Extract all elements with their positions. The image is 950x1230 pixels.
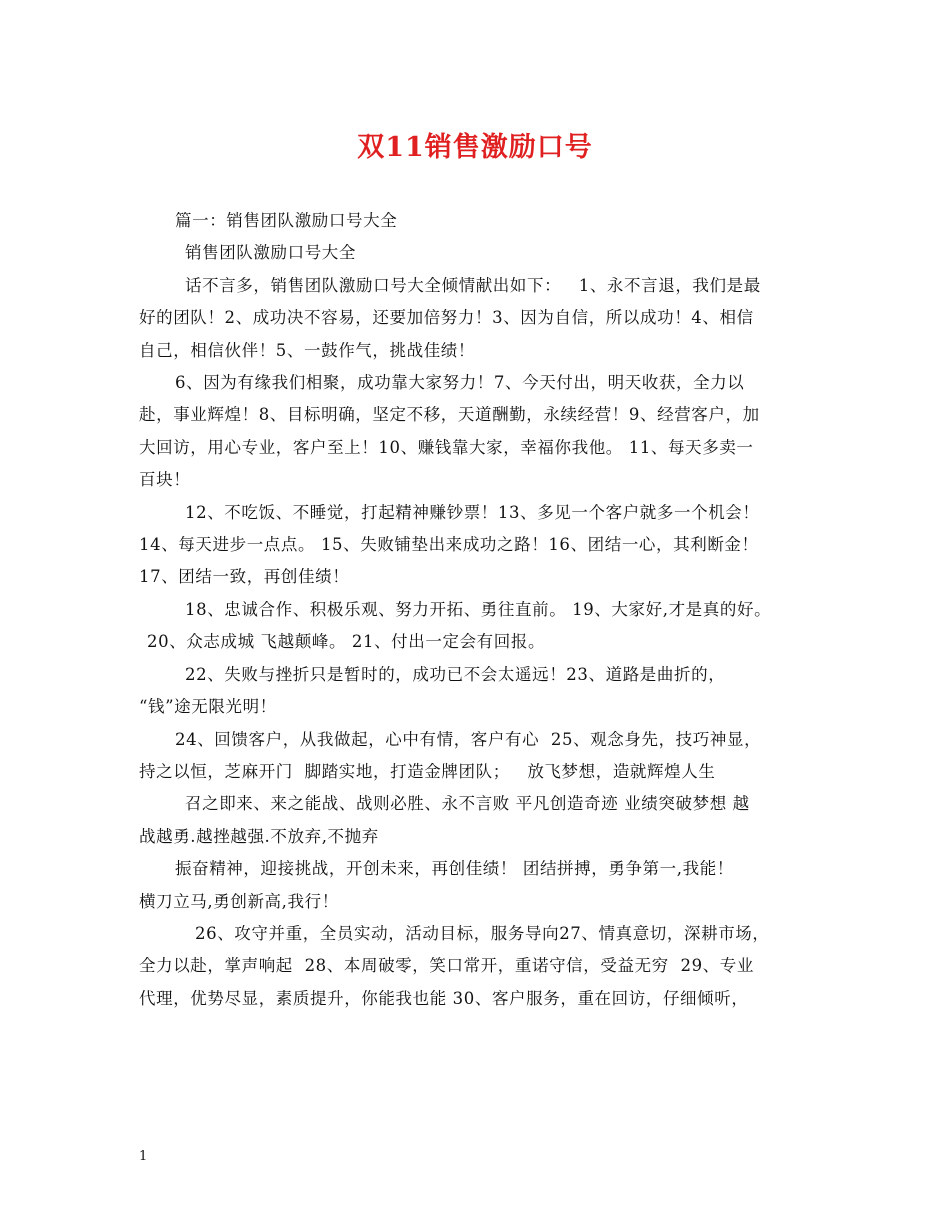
- body-line: 17、团结一致，再创佳绩！: [139, 567, 350, 587]
- body-line: 6、因为有缘我们相聚，成功靠大家努力！7、今天付出，明天收获，全力以: [175, 373, 745, 393]
- document-body: [139, 205, 831, 1015]
- body-line: 22、失败与挫折只是暂时的，成功已不会太遥远！23、道路是曲折的，: [185, 664, 726, 684]
- body-line: 20、众志成城 飞越颠峰。 21、付出一定会有回报。: [147, 632, 546, 652]
- body-line: 持之以恒，芝麻开门 脚踏实地，打造金牌团队； 放飞梦想，造就辉煌人生: [139, 761, 716, 781]
- body-line: “钱”途无限光明！: [139, 697, 277, 717]
- page-number: 1: [139, 1149, 148, 1164]
- body-line: 召之即来、来之能战、战则必胜、永不言败 平凡创造奇迹 业绩突破梦想 越: [185, 794, 750, 814]
- body-line: 自己，相信伙伴！5、一鼓作气，挑战佳绩！: [139, 340, 475, 360]
- body-line: 代理，优势尽显，素质提升，你能我也能 30、客户服务，重在回访，仔细倾听，: [139, 988, 749, 1008]
- body-line: 战越勇.越挫越强.不放弃,不抛弃: [139, 826, 379, 846]
- body-line: 18、忠诚合作、积极乐观、努力开拓、勇往直前。 19、大家好,才是真的好。: [185, 599, 772, 619]
- body-line: 12、不吃饭、不睡觉，打起精神赚钞票！13、多见一个客户就多一个机会！: [185, 502, 760, 522]
- body-line: 全力以赴，掌声响起 28、本周破零，笑口常开，重诺守信，受益无穷 29、专业: [139, 956, 754, 976]
- body-line: 赴，事业辉煌！8、目标明确，坚定不移，天道酬勤，永续经营！9、经营客户，加: [139, 405, 760, 425]
- body-line: 24、回馈客户，从我做起，心中有情，客户有心 25、观念身先，技巧神显，: [175, 729, 762, 749]
- body-line: 大回访，用心专业，客户至上！10、赚钱靠大家，幸福你我他。 11、每天多卖一: [139, 437, 754, 457]
- body-line: 横刀立马,勇创新高,我行！: [139, 891, 339, 911]
- body-line: 篇一：销售团队激励口号大全: [175, 211, 398, 230]
- body-line: 百块！: [139, 470, 191, 490]
- document-title: 双11销售激励口号: [357, 132, 593, 163]
- body-line: 销售团队激励口号大全: [185, 243, 356, 263]
- body-line: 振奋精神，迎接挑战，开创未来，再创佳绩！ 团结拼搏，勇争第一,我能！: [175, 859, 734, 879]
- body-line: 14、每天进步一点点。 15、失败铺垫出来成功之路！16、团结一心，其利断金！: [139, 535, 759, 555]
- body-line: 好的团队！2、成功决不容易，还要加倍努力！3、因为自信，所以成功！4、相信: [139, 308, 754, 328]
- body-line: 26、攻守并重，全员实动，活动目标，服务导向27、情真意切，深耕市场，: [195, 923, 770, 943]
- body-line: 话不言多，销售团队激励口号大全倾情献出如下： 1、永不言退，我们是最: [185, 275, 761, 295]
